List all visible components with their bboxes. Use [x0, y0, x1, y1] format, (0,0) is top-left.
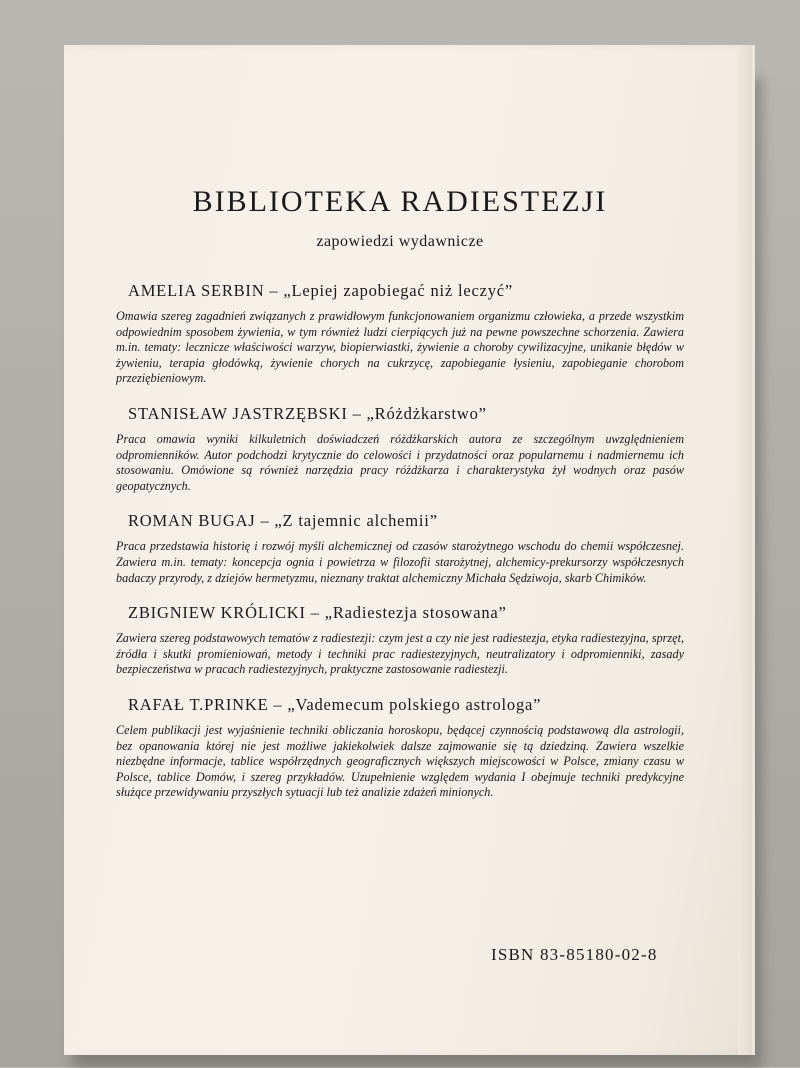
book-entry — [116, 281, 684, 387]
entry-heading: STANISŁAW JASTRZĘBSKI – „Różdżkarstwo” — [128, 403, 487, 423]
entry-heading: ZBIGNIEW KRÓLICKI – „Radiestezja stosowana” — [128, 603, 507, 623]
book-entry — [116, 404, 684, 494]
series-title: BIBLIOTEKA RADIESTEZJI — [192, 185, 608, 218]
book-edge — [738, 45, 752, 1055]
series-subtitle: zapowiedzi wydawnicze — [316, 233, 484, 250]
entry-heading: ROMAN BUGAJ – „Z tajemnic alchemii” — [128, 511, 438, 531]
entry-heading: AMELIA SERBIN – „Lepiej zapobiegać niż leczyć” — [128, 281, 513, 300]
book-entry — [116, 695, 684, 801]
isbn-number: ISBN 83-85180-02-8 — [491, 945, 658, 964]
book-back-cover — [64, 45, 755, 1055]
book-entry — [116, 511, 684, 586]
entry-description: Praca przedstawia historię i rozwój myśli alchemicznej od czasów starożytnego wschodu do chemii współczesnej. Zawiera m.in. tematy: koncepcja ognia i powietrza w filozofii starożytnej, alchemicy-prekursorzy współczesnych badaczy przyrody, z dziejów hermetyzmu, nieznany traktat alchemiczny Michała Sędziwoja, skarb Chimików. — [116, 539, 684, 585]
entry-description: Celem publikacji jest wyjaśnienie techniki obliczania horoskopu, będącej czynnością podstawową dla astrologii, bez opanowania której nie jest możliwe jakiekolwiek dalsze zajmowanie się tą dziedziną. Zawiera wszelkie niezbędne informacje, tablice współrzędnych geograficznych większych miejscowości w Polsce, zmiany czasu w Polsce, tablice Domów, i szereg przykładów. Uzupełnienie względem wydania I obejmuje techniki predykcyjne służące przewidywaniu przyszłych sytuacji lub też analizie zdażeń minionych. — [116, 722, 684, 800]
cover-content — [116, 185, 684, 818]
entry-heading: RAFAŁ T.PRINKE – „Vademecum polskiego astrologa” — [128, 694, 542, 714]
book-entry — [116, 603, 684, 678]
entry-description: Omawia szereg zagadnień związanych z prawidłowym funkcjonowaniem organizmu człowieka, a przede wszystkim odpowiednim sposobem żywienia, w tym również ludzi cierpiących już na pewne powszechne schorzenia. Zawiera m.in. tematy: lecznicze właściwości warzyw, biopierwiastki, żywienie a choroby cywilizacyjne, unikanie błędów w żywieniu, terapia głodówką, żywienie chorych na cukrzycę, zapobieganie łysieniu, zapobieganie chorobom przeziębieniowym. — [116, 309, 684, 386]
entry-description: Zawiera szereg podstawowych tematów z radiestezji: czym jest a czy nie jest radiestezja, etyka radiestezyjna, sprzęt, źródła i skutki promieniowań, metody i techniki prac radiestezyjnych, neutralizatory i odpromienniki, zasady bezpieczeństwa w pracach radiestezyjnych, praktyczne zastosowanie radiestezji. — [116, 631, 684, 677]
entry-description: Praca omawia wyniki kilkuletnich doświadczeń różdżkarskich autora ze szczególnym uwzględnieniem odpromienników. Autor podchodzi krytycznie do celowości i przydatności oraz popularnemu i nadmiernemu ich stosowaniu. Omówione są również narzędzia pracy różdżkarza i charakterystyka żył wodnych oraz pasów geopatycznych. — [116, 431, 684, 493]
